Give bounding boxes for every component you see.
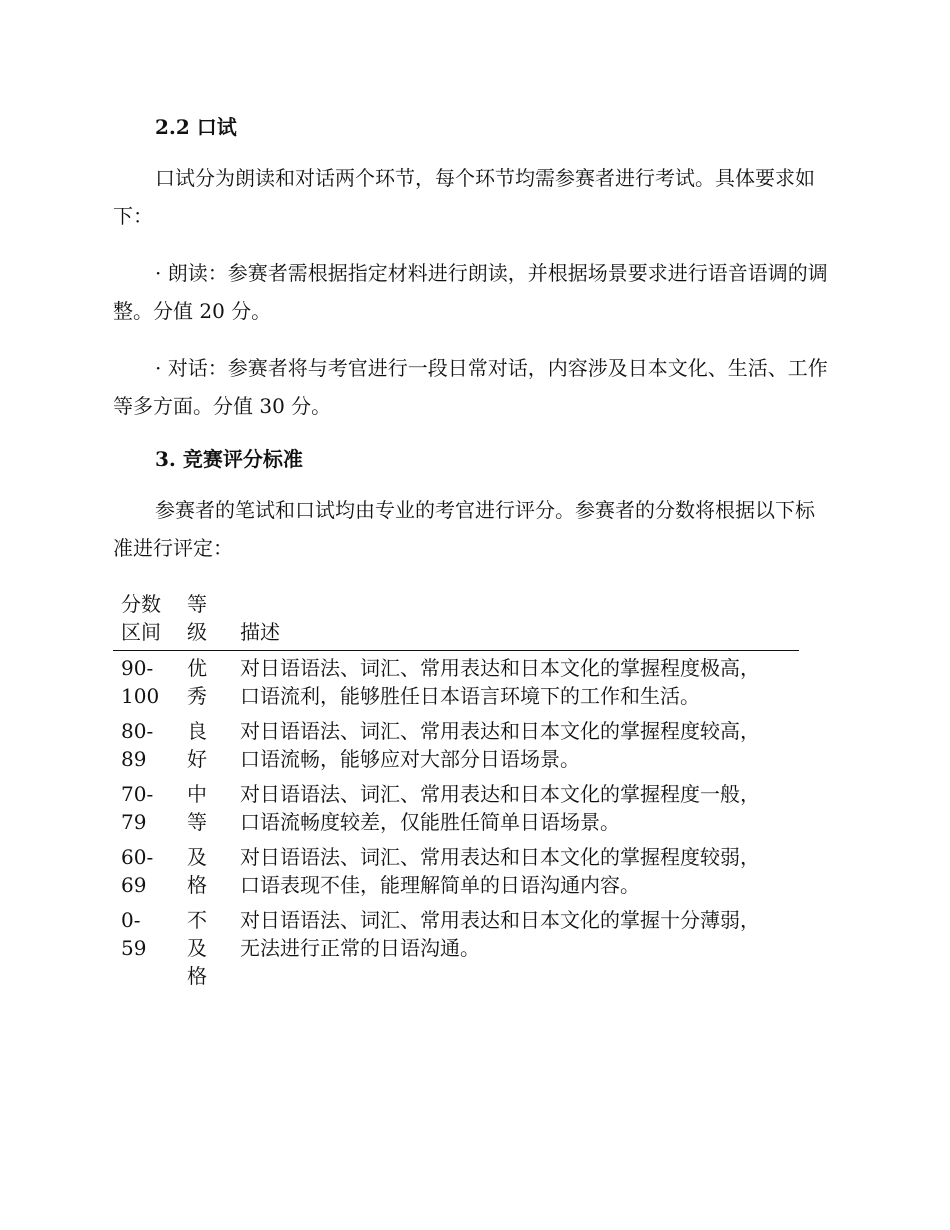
table-row [113,840,799,903]
section-heading-oral-exam: 2.2 口试 [155,115,237,139]
cell-grade: 良好 [187,719,207,771]
cell-score-range: 0-59 [121,908,147,960]
cell-grade: 不及格 [187,908,207,988]
cell-description: 对日语语法、词汇、常用表达和日本文化的掌握程度较高，口语流畅，能够应对大部分日语场景。 [240,719,760,771]
table-row [113,903,799,994]
table-header-row [113,590,799,651]
cell-description: 对日语语法、词汇、常用表达和日本文化的掌握程度一般，口语流畅度较差，仅能胜任简单日语场景。 [240,782,760,834]
cell-description: 对日语语法、词汇、常用表达和日本文化的掌握十分薄弱，无法进行正常的日语沟通。 [240,908,760,960]
header-description: 描述 [232,590,799,651]
cell-description: 对日语语法、词汇、常用表达和日本文化的掌握程度较弱，口语表现不佳，能理解简单的日语沟通内容。 [240,845,760,897]
table-row [113,651,799,715]
document-page [113,112,833,994]
table-row [113,714,799,777]
section-heading-scoring-standard: 3. 竞赛评分标准 [155,447,303,471]
table-row [113,777,799,840]
cell-grade: 优秀 [187,656,207,708]
oral-exam-item-dialogue: · 对话：参赛者将与考官进行一段日常对话，内容涉及日本文化、生活、工作等多方面。分值 30 分。 [113,356,828,418]
cell-score-range: 80-89 [121,719,154,771]
grading-table [113,590,799,994]
cell-score-range: 60-69 [121,845,154,897]
cell-score-range: 70-79 [121,782,154,834]
oral-exam-intro: 口试分为朗读和对话两个环节，每个环节均需参赛者进行考试。具体要求如下： [113,166,815,228]
cell-description: 对日语语法、词汇、常用表达和日本文化的掌握程度极高，口语流利，能够胜任日本语言环境下的工作和生活。 [240,656,760,708]
scoring-intro: 参赛者的笔试和口试均由专业的考官进行评分。参赛者的分数将根据以下标准进行评定： [113,498,815,560]
cell-score-range: 90-100 [121,656,160,708]
header-grade: 等级 [181,590,232,651]
cell-grade: 中等 [187,782,207,834]
oral-exam-item-reading: · 朗读：参赛者需根据指定材料进行朗读，并根据场景要求进行语音语调的调整。分值 20 分。 [113,261,828,323]
header-score-range: 分数区间 [113,590,181,651]
cell-grade: 及格 [187,845,207,897]
